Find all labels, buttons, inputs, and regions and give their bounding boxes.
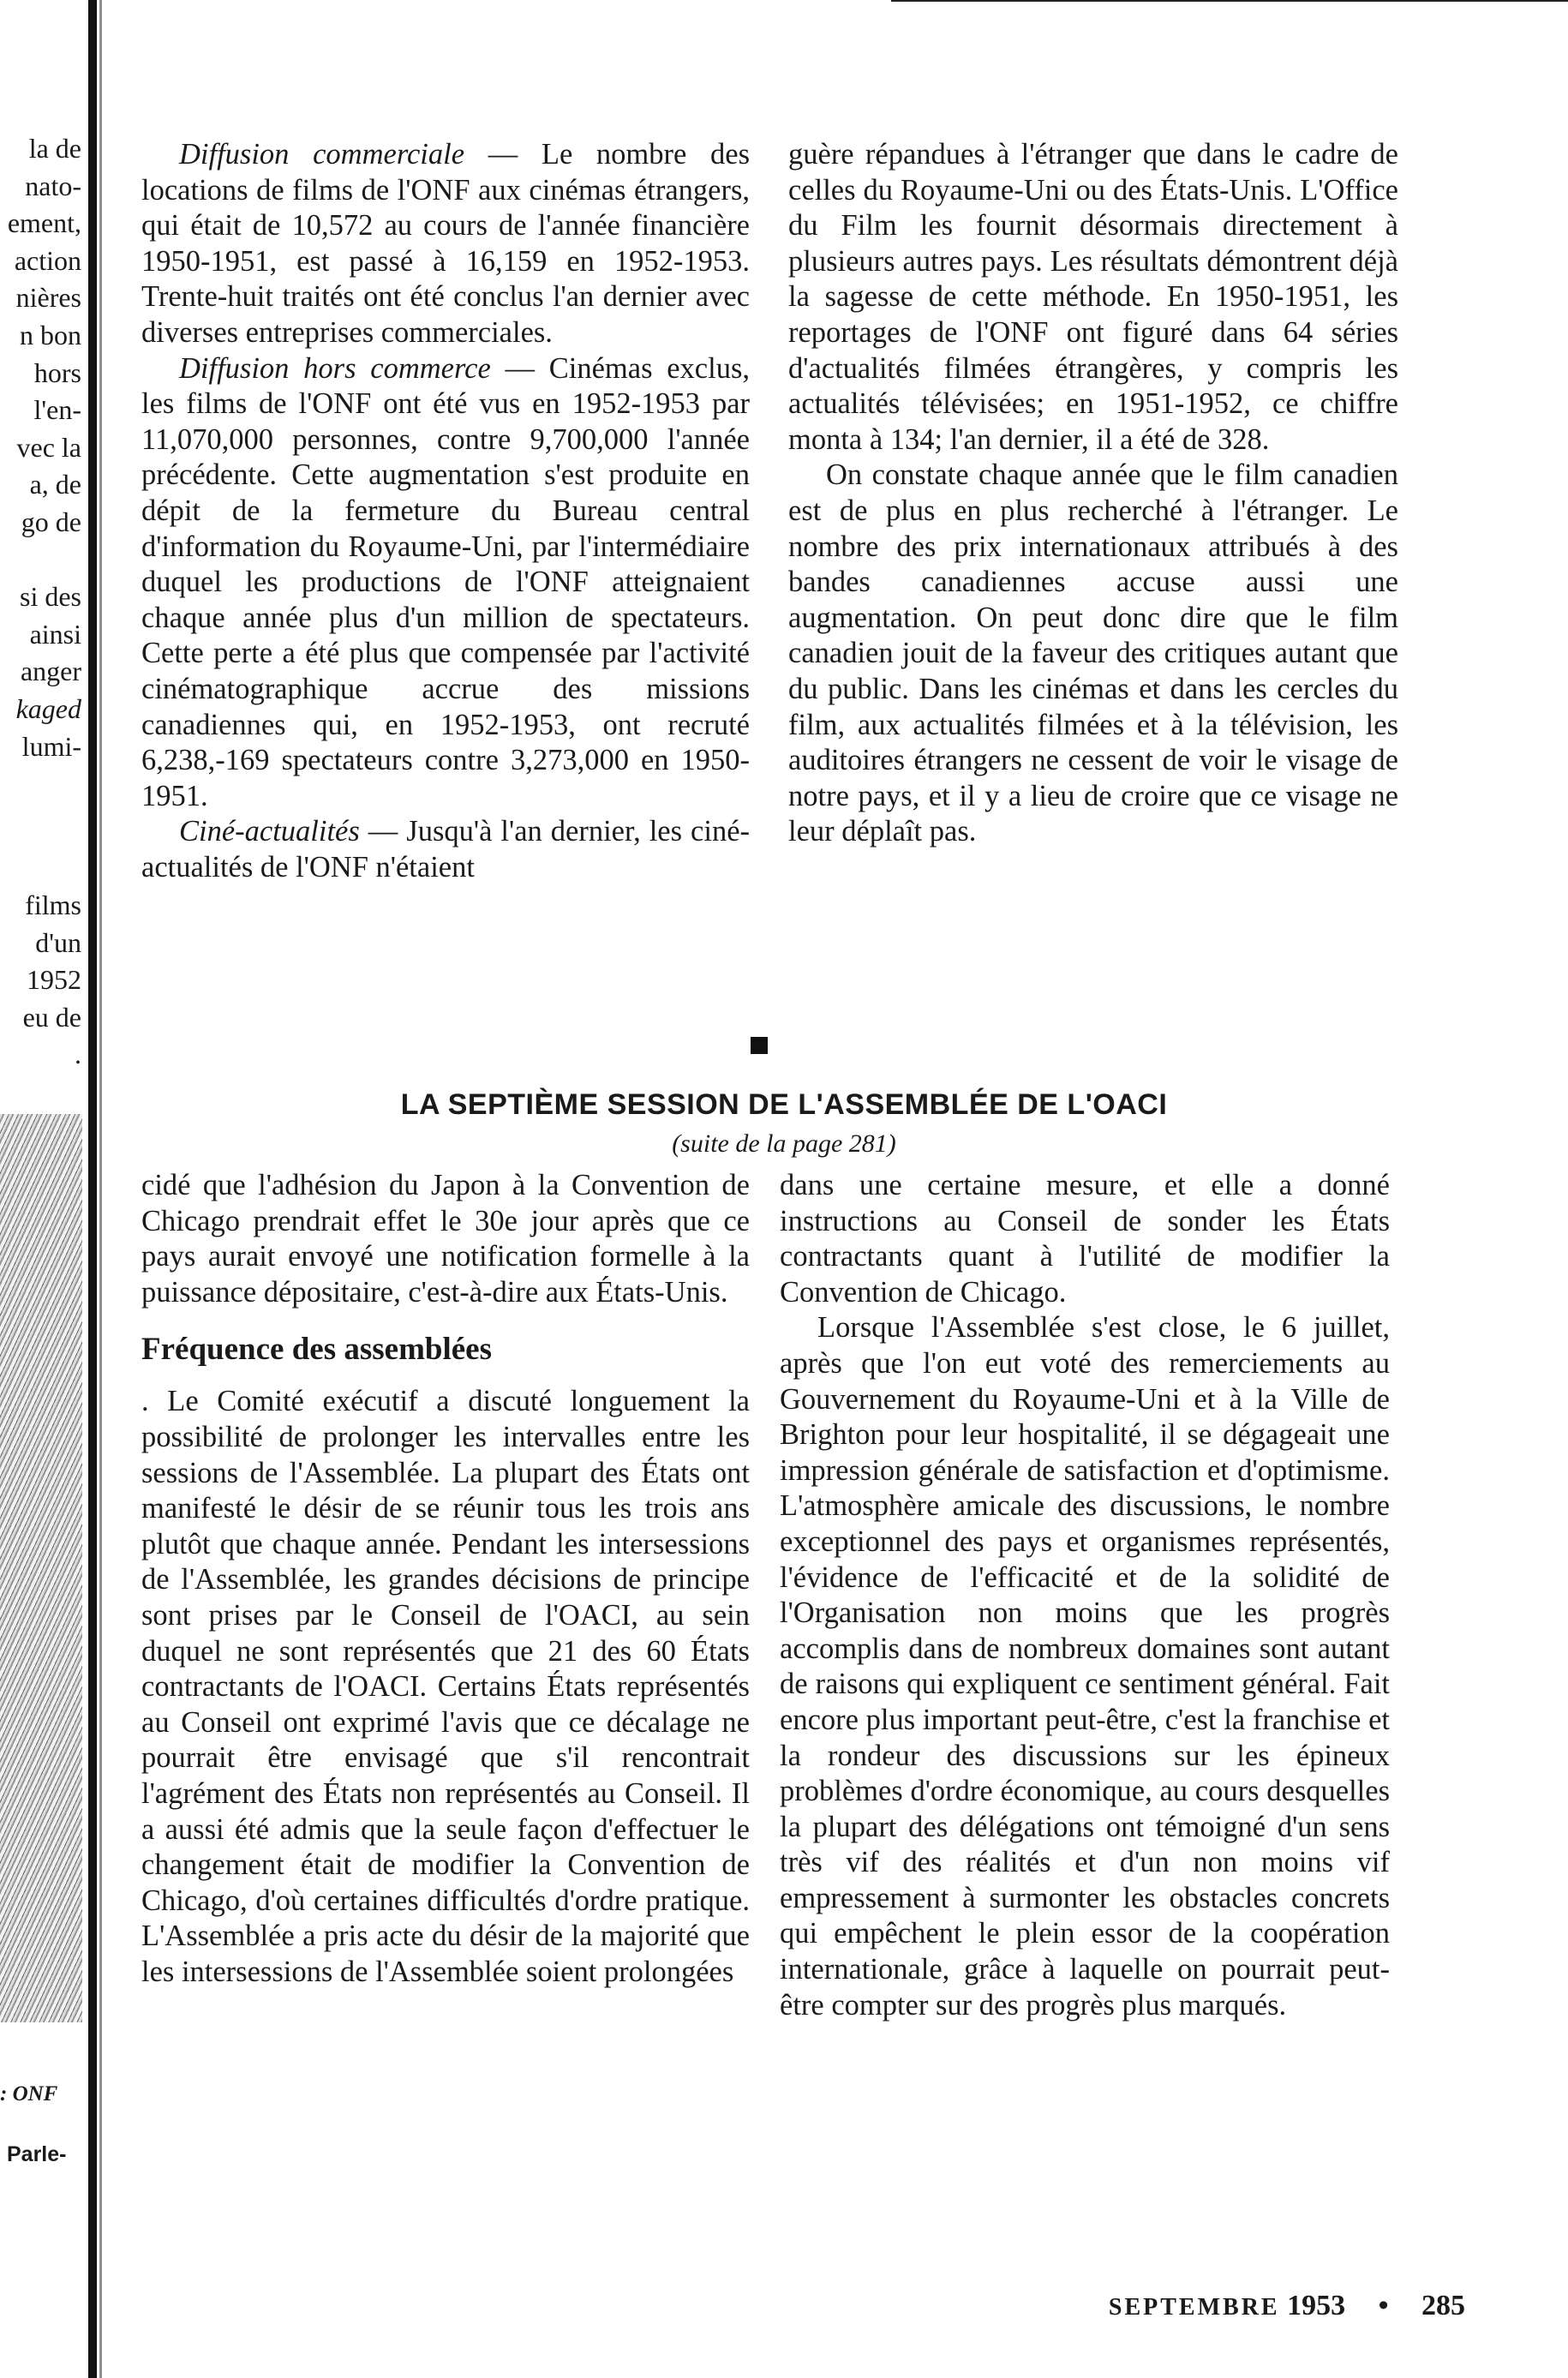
paragraph-newsreels-continued: guère répandues à l'étranger que dans le cadre de celles du Royaume-Uni ou des États-Unis. L'Office du Film les fournit désormais directement à plusieurs autres pays. Les résultats démontrent déjà la sagesse de cette méthode. En 1950-1951, les reportages de l'ONF ont figuré dans 64 séries d'actualités filmées étrangères, y compris les actualités télévisées; en 1951-1952, ce chiffre monta à 134; l'an dernier, il a été de 328. xyxy=(788,138,1398,456)
previous-page-photo-fragment xyxy=(0,1114,82,2022)
section-heading: Fréquence des assemblées xyxy=(141,1332,492,1368)
previous-page-text-bottom: films d'un 1952 eu de . xyxy=(22,890,81,1070)
paragraph-canadian-film-demand: On constate chaque année que le film canadien est de plus en plus recherché à l'étranger. Le nombre des prix internationaux attribués à des bandes canadiennes accuse aussi une augmentation. On peut donc dire que le film canadien jouit de la faveur des critiques autant que du public. Dans les cinémas et dans les cercles du film, aux actualités filmées et à la télévision, les auditoires étrangers ne cessent de voir le visage de notre pays, et il y a lieu de croire que ce visage ne leur déplaît pas. xyxy=(788,458,1398,848)
lower-column-left xyxy=(141,1168,750,1990)
paragraph-diffusion-commerciale: Diffusion commerciale — Le nombre des locations de films de l'ONF aux cinémas étrangers, qui était de 10,572 au cours de l'année financière 1950-1951, est passé à 16,159 en 1952-1953. Trente-huit traités ont été conclus l'an dernier avec diverses entreprises commerciales. xyxy=(141,138,750,349)
paragraph-diffusion-hors-commerce: Diffusion hors commerce — Cinémas exclus, les films de l'ONF ont été vus en 1952-1953 par 11,070,000 personnes, contre 9,700,000 l'année précédente. Cette augmentation s'est produite en dépit de la fermeture du Bureau central d'information du Royaume-Uni, par l'intermédiaire duquel les productions de l'ONF atteignaient chaque année plus d'un million de spectateurs. Cette perte a été plus que compensée par l'activité cinématographique accrue des missions canadiennes qui, en 1952-1953, ont recruté 6,238,-169 spectateurs contre 3,273,000 en 1950-1951. xyxy=(141,351,751,812)
footer-year: 1953 xyxy=(1287,2290,1346,2321)
footer-month: SEPTEMBRE xyxy=(1108,2294,1280,2321)
lower-column-right xyxy=(780,1168,1390,2023)
photo-credit: : ONF xyxy=(0,2082,58,2105)
paragraph-japan-adhesion: cidé que l'adhésion du Japon à la Convention de Chicago prendrait effet le 30e jour après que ce pays aurait envoyé une notification formelle à la puissance dépositaire, c'est-à-dire aux États-Unis. xyxy=(141,1169,750,1309)
paragraph-council-instructions: dans une certaine mesure, et elle a donné instructions au Conseil de sonder les États contractants quant à l'utilité de modifier la Convention de Chicago. xyxy=(780,1169,1390,1309)
paragraph-assembly-frequency: . Le Comité exécutif a discuté longuement la possibilité de prolonger les intervalles entre les sessions de l'Assemblée. La plupart des États ont manifesté le désir de se réunir tous les trois ans plutôt que chaque année. Pendant les intersessions de l'Assemblée, les grandes décisions de principe sont prises par le Conseil de l'OACI, au sein duquel ne sont représentés que 21 des 60 États contractants de l'OACI. Certains États représentés au Conseil ont exprimé l'avis que ce décalage ne pourrait être envisagé que s'il rencontrait l'agrément des États non représentés au Conseil. Il a aussi été admis que la seule façon d'effectuer le changement était de modifier la Convention de Chicago, d'où certaines difficultés d'ordre pratique. L'Assemblée a pris acte du désir de la majorité que les intersessions de l'Assemblée soient prolongées xyxy=(141,1385,750,1988)
upper-column-left xyxy=(141,137,750,885)
page-footer xyxy=(1011,2290,1465,2322)
credit-tail: Parle- xyxy=(7,2142,67,2166)
article-title: LA SEPTIÈME SESSION DE L'ASSEMBLÉE DE L'OACI xyxy=(400,1088,1168,1121)
end-of-article-mark xyxy=(751,1037,768,1054)
paragraph-assembly-close: Lorsque l'Assemblée s'est close, le 6 juillet, après que l'on eut voté des remerciements au Gouvernement du Royaume-Uni et à la Ville de Brighton pour leur hospitalité, il se dégageait une impression générale de satisfaction et d'optimisme. L'atmosphère amicale des discussions, le nombre exceptionnel des pays et organismes représentés, l'évidence de l'efficacité et de la solidité de l'Organisation non moins que les progrès accomplis dans de nombreux domaines sont autant de raisons qui expliquent ce sentiment général. Fait encore plus important peut-être, c'est la franchise et la rondeur des discussions sur les épineux problèmes d'ordre économique, au cours desquelles la plupart des délégations ont témoigné d'un sens très vif des réalités et d'un non moins vif empressement à surmonter les obstacles concrets qui empêchent le plein essor de la coopération internationale, grâce à laquelle on pourrait peut-être compter sur des progrès plus marqués. xyxy=(780,1311,1390,2022)
top-rule xyxy=(891,0,1568,2)
page-number: 285 xyxy=(1421,2290,1465,2321)
previous-page-text-top: la de nato- ement, action nières n bon hors l'en- vec la a, de go de si des ainsi anger kaged lumi- xyxy=(7,133,81,762)
upper-column-right xyxy=(788,137,1398,850)
binding-spine xyxy=(88,0,97,2378)
article-continuation-note: (suite de la page 281) xyxy=(672,1129,896,1158)
previous-page-edge xyxy=(0,0,96,2378)
binding-shadow xyxy=(99,0,102,2378)
paragraph-cine-actualites: Ciné-actualités — Jusqu'à l'an dernier, les ciné-actualités de l'ONF n'étaient xyxy=(141,815,750,884)
footer-separator: • xyxy=(1378,2290,1389,2321)
